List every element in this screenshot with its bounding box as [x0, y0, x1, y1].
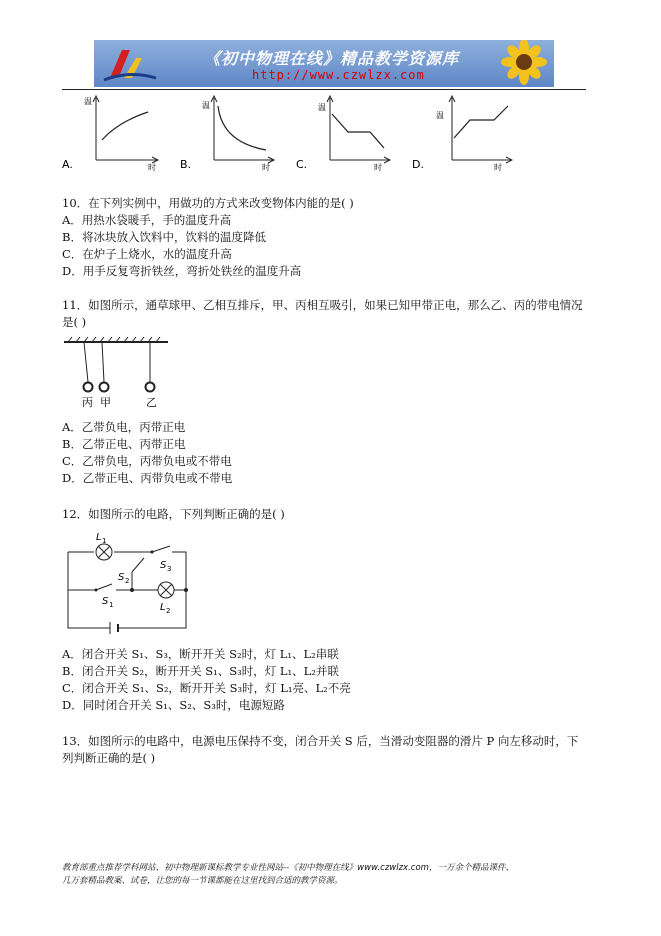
graph-c-xlabel: 时: [374, 163, 382, 172]
graph-a-option: A.: [62, 158, 73, 171]
graph-b-ylabel: 温: [202, 101, 210, 110]
q12-label-s3-sub: 3: [167, 565, 172, 573]
q11-label-bing: 丙: [82, 396, 93, 409]
q12-option-a: A．闭合开关 S₁、S₃，断开开关 S₂时，灯 L₁、L₂串联: [62, 647, 339, 661]
q12-stem: 12．如图所示的电路，下列判断正确的是( ): [62, 507, 285, 521]
graph-d-option: D.: [412, 158, 424, 171]
q12-label-l2: L: [160, 602, 166, 613]
sunflower-icon: [486, 40, 554, 87]
graph-d-ylabel: 温: [436, 111, 444, 120]
logo-icon: [100, 44, 160, 84]
q12-label-s1: S: [102, 596, 109, 607]
q12-label-s2-sub: 2: [125, 577, 130, 585]
q11-option-b: B．乙带正电、丙带正电: [62, 437, 186, 451]
q12-label-s3: S: [160, 560, 167, 571]
page-footer: [62, 862, 602, 888]
footer-line-1: 教育部重点推荐学科网站、初中物理新课标教学专业性网站--《初中物理在线》www.czwlzx.com，一万余个精品课件、: [62, 863, 514, 873]
q10-option-d: D．用手反复弯折铁丝，弯折处铁丝的温度升高: [62, 264, 302, 278]
q10-option-c: C．在炉子上烧水，水的温度升高: [62, 247, 232, 261]
graph-c: [296, 96, 390, 172]
graph-b-option: B.: [180, 158, 192, 171]
q12-option-d: D．同时闭合开关 S₁、S₂、S₃时，电源短路: [62, 698, 285, 712]
q12-label-l1: L: [96, 532, 102, 543]
graph-b: [180, 96, 274, 172]
graph-c-option: C.: [296, 158, 308, 171]
banner-title: 《初中物理在线》精品教学资源库: [204, 49, 460, 68]
q11-figure: [62, 336, 172, 412]
q12-circuit: [62, 528, 202, 640]
q11-stem-line1: 11．如图所示，通草球甲、乙相互排斥，甲、丙相互吸引，如果已知甲带正电，那么乙、丙的带电情况: [62, 298, 583, 312]
header-banner: [94, 40, 554, 87]
graph-d: [412, 96, 512, 172]
q11-option-c: C．乙带负电，丙带负电或不带电: [62, 454, 232, 468]
graph-a: [62, 96, 158, 172]
q12-option-c: C．闭合开关 S₁、S₂，断开开关 S₃时，灯 L₁亮、L₂不亮: [62, 681, 351, 695]
graph-d-xlabel: 时: [494, 163, 502, 172]
q10-stem: 10．在下列实例中，用做功的方式来改变物体内能的是( ): [62, 196, 354, 210]
q12-label-s1-sub: 1: [109, 601, 114, 609]
q11-label-yi: 乙: [146, 396, 157, 409]
q11-option-a: A．乙带负电，丙带正电: [62, 420, 186, 434]
q11-option-d: D．乙带正电、丙带负电或不带电: [62, 471, 233, 485]
graph-a-ylabel: 温: [84, 97, 92, 106]
q12-option-b: B．闭合开关 S₂，断开开关 S₁、S₃时，灯 L₁、L₂并联: [62, 664, 339, 678]
graph-b-xlabel: 时: [262, 163, 270, 172]
q11-stem-line2: 是( ): [62, 315, 87, 329]
q12-label-s2: S: [118, 572, 125, 583]
q10-option-b: B．将冰块放入饮料中，饮料的温度降低: [62, 230, 266, 244]
banner-url[interactable]: http://www.czwlzx.com: [252, 68, 425, 82]
q13-stem-line2: 列判断正确的是( ): [62, 751, 156, 765]
header-divider: [62, 89, 586, 90]
graph-c-ylabel: 温: [318, 103, 326, 112]
q13-stem-line1: 13．如图所示的电路中，电源电压保持不变，闭合开关 S 后，当滑动变阻器的滑片 P 向左移动时，下: [62, 734, 579, 748]
graph-a-xlabel: 时: [148, 163, 156, 172]
graph-options: [62, 92, 582, 174]
q12-label-l2-sub: 2: [166, 607, 171, 615]
q11-label-jia: 甲: [100, 396, 111, 409]
footer-line-2: 几万套精品教案、试卷，让您的每一节课都能在这里找到合适的教学资源。: [62, 876, 343, 886]
q10-option-a: A．用热水袋暖手，手的温度升高: [62, 213, 232, 227]
q12-label-l1-sub: 1: [102, 537, 107, 545]
